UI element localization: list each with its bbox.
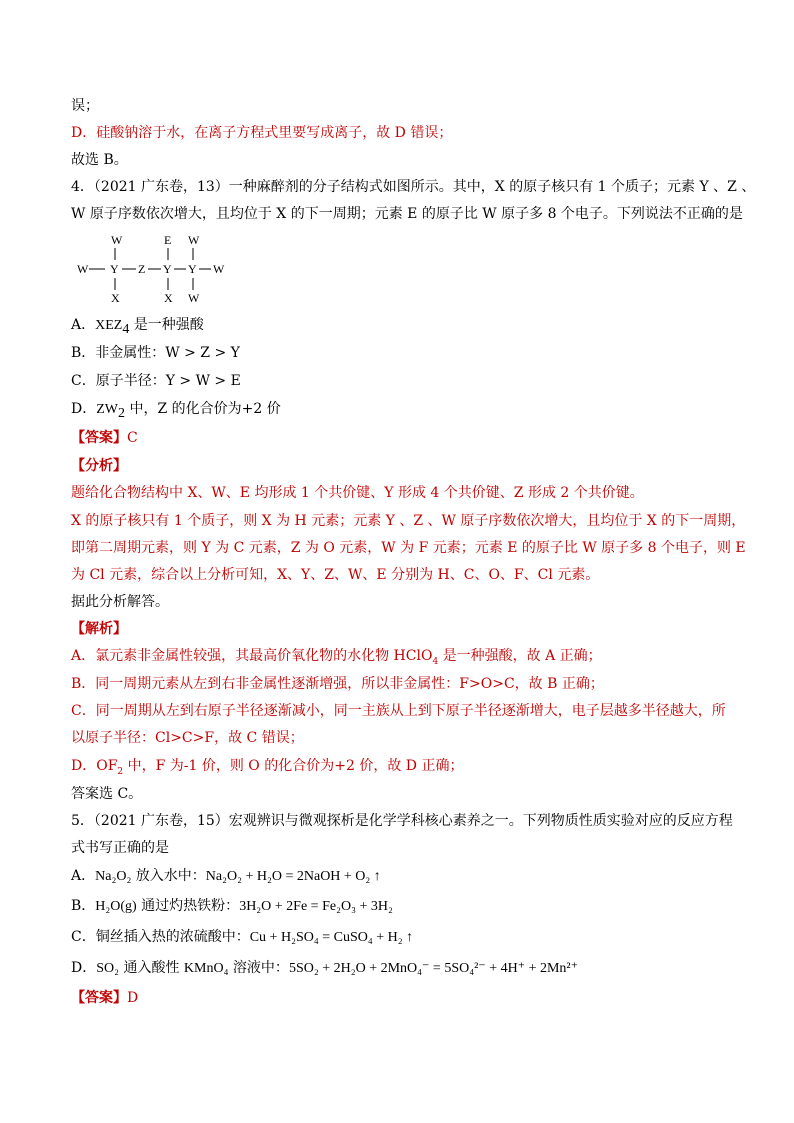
- q5-option-b: B．H₂O(g) 通过灼热铁粉：3H₂O + 2Fe = Fe₂O₃ + 3H₂: [71, 898, 393, 914]
- q4-molecule-structure: [75, 232, 245, 308]
- mol-atom-w-left: W: [77, 262, 89, 276]
- mol-atom-y-2: Y: [163, 262, 172, 276]
- q4-option-c: C．原子半径：Y > W > E: [71, 373, 241, 389]
- q5-option-c: C．铜丝插入热的浓硫酸中：Cu + H₂SO₄ = CuSO₄ + H₂ ↑: [71, 929, 414, 945]
- q4-answer: 【答案】C: [71, 430, 138, 446]
- q4-analysis-line-1: 题给化合物结构中 X、W、E 均形成 1 个共价键、Y 形成 4 个共价键、Z 形成 2 个共价键。: [71, 485, 644, 501]
- q4-option-d: D．$ZW_2$ 中，Z 的化合价为+2 价: [71, 401, 281, 421]
- q4-stem-line-1: 4．（2021 广东卷，13）一种麻醉剂的分子结构式如图所示。其中，X 的原子核只有 1 个质子；元素 Y 、Z 、: [71, 179, 756, 195]
- q4-analysis-heading: 【分析】: [71, 458, 127, 474]
- q4-explanation-c-1: C．同一周期从左到右原子半径逐渐减小，同一主族从上到下原子半径逐渐增大，电子层越多半径越大，所: [71, 703, 726, 719]
- q3-choose-line: 故选 B。: [71, 152, 128, 168]
- mol-atom-z: Z: [138, 262, 146, 276]
- q4-explanation-d: D．$OF_2$ 中，F 为-1 价，则 O 的化合价为+2 价，故 D 正确；: [71, 758, 464, 777]
- q4-option-a: A．$XEZ_4$ 是一种强酸: [71, 317, 204, 337]
- mol-atom-x-1: X: [111, 291, 120, 305]
- q5-answer: 【答案】D: [71, 990, 139, 1006]
- mol-atom-y-3: Y: [188, 262, 197, 276]
- q5-stem-line-1: 5．（2021 广东卷，15）宏观辨识与微观探析是化学学科核心素养之一。下列物质性质实验对应的反应方程: [71, 813, 733, 829]
- mol-atom-y-1: Y: [110, 262, 119, 276]
- q3-error-line: 误；: [71, 98, 99, 114]
- mol-atom-w-bottom: W: [188, 291, 200, 305]
- q4-analysis-line-3: 即第二周期元素，则 Y 为 C 元素，Z 为 O 元素，W 为 F 元素；元素 E 的原子比 W 原子多 8 个电子，则 E: [71, 540, 746, 556]
- mol-atom-w-top-right: W: [188, 233, 200, 247]
- q4-analysis-line-2: X 的原子核只有 1 个质子，则 X 为 H 元素；元素 Y 、Z 、W 原子序数依次增大，且均位于 X 的下一周期，: [71, 513, 746, 529]
- q5-stem-line-2: 式书写正确的是: [71, 840, 169, 856]
- q4-explanation-b: B．同一周期元素从左到右非金属性逐渐增强，所以非金属性：F>O>C，故 B 正确；: [71, 676, 604, 692]
- q5-option-a: A．Na₂O₂ 放入水中：Na₂O₂ + H₂O = 2NaOH + O₂ ↑: [71, 868, 381, 884]
- q4-explanation-c-2: 以原子半径：Cl>C>F，故 C 错误；: [71, 730, 304, 746]
- mol-atom-w-top-left: W: [111, 233, 123, 247]
- q3-option-d-explanation: D．硅酸钠溶于水，在离子方程式里要写成离子，故 D 错误；: [71, 125, 453, 141]
- q4-option-b: B．非金属性：W > Z > Y: [71, 345, 240, 361]
- q4-explanation-a: A．氯元素非金属性较强，其最高价氧化物的水化物 HClO$_4$ 是一种强酸，故 A 正确；: [71, 648, 602, 667]
- mol-atom-w-right: W: [213, 262, 225, 276]
- q4-stem-line-2: W 原子序数依次增大，且均位于 X 的下一周期；元素 E 的原子比 W 原子多 8 个电子。下列说法不正确的是: [71, 206, 743, 222]
- mol-atom-x-2: X: [164, 291, 173, 305]
- q5-option-d: D．SO₂ 通入酸性 KMnO₄ 溶液中：5SO₂ + 2H₂O + 2MnO₄⁻ = 5SO₄²⁻ + 4H⁺ + 2Mn²⁺: [71, 960, 579, 976]
- q4-conclusion: 答案选 C。: [71, 786, 143, 802]
- q4-analysis-line-4: 为 Cl 元素，综合以上分析可知，X、Y、Z、W、E 分别为 H、C、O、F、Cl 元素。: [71, 567, 600, 583]
- q4-analysis-line-5: 据此分析解答。: [71, 594, 169, 610]
- mol-atom-e-top: E: [164, 233, 172, 247]
- q4-explanation-heading: 【解析】: [71, 621, 127, 637]
